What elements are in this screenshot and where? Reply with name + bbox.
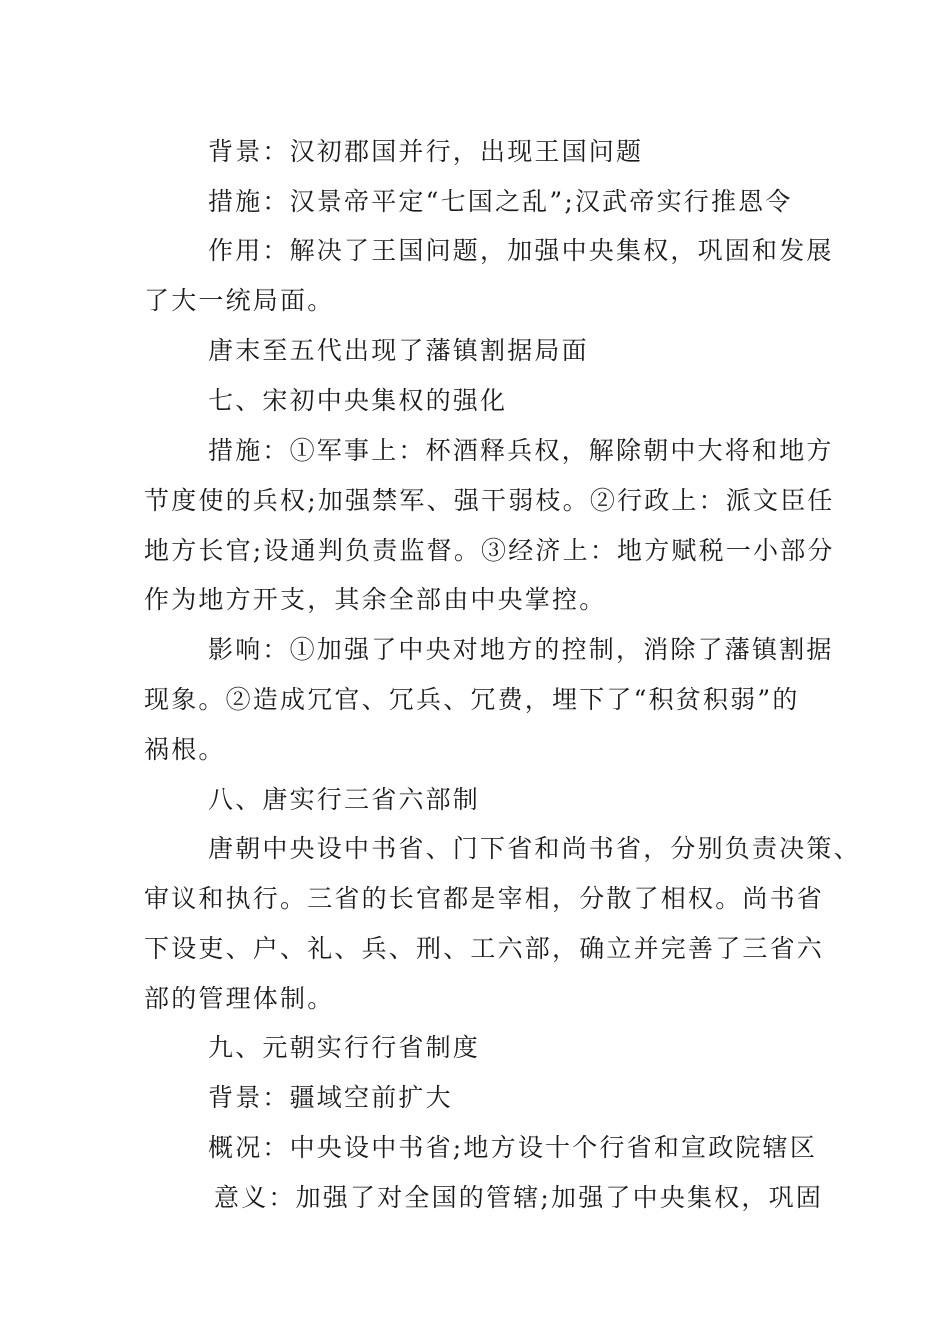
- text-line-tang-system-cont-2: 下设吏、户、礼、兵、刑、工六部，确立并完善了三省六: [144, 934, 825, 963]
- section-heading-yuan: 九、元朝实行行省制度: [208, 1033, 481, 1062]
- text-line-yuan-background: 背景：疆域空前扩大: [208, 1083, 453, 1112]
- text-line-han-effect-cont: 了大一统局面。: [144, 286, 335, 315]
- text-line-song-impact-cont-1: 现象。②造成冗官、冗兵、冗费，埋下了“积贫积弱”的: [144, 685, 800, 714]
- text-line-han-measures: 措施：汉景帝平定“七国之乱”;汉武帝实行推恩令: [208, 187, 793, 216]
- text-line-yuan-overview: 概况：中央设中书省;地方设十个行省和宣政院辖区: [208, 1133, 818, 1162]
- text-line-yuan-significance: 意义：加强了对全国的管辖;加强了中央集权，巩固: [214, 1183, 824, 1212]
- text-line-tang-fanzhen: 唐末至五代出现了藩镇割据局面: [208, 336, 589, 365]
- text-line-tang-system: 唐朝中央设中书省、门下省和尚书省，分别负责决策、: [208, 834, 861, 863]
- section-heading-song: 七、宋初中央集权的强化: [208, 386, 508, 415]
- text-line-song-measures-cont-3: 作为地方开支，其余全部由中央掌控。: [144, 585, 607, 614]
- text-line-han-background: 背景：汉初郡国并行，出现王国问题: [208, 137, 644, 166]
- text-line-song-measures-cont-2: 地方长官;设通判负责监督。③经济上：地方赋税一小部分: [144, 536, 835, 565]
- text-line-song-impact: 影响：①加强了中央对地方的控制，消除了藩镇割据: [208, 635, 834, 664]
- text-line-han-effect: 作用：解决了王国问题，加强中央集权，巩固和发展: [208, 236, 834, 265]
- text-line-song-measures-cont-1: 节度使的兵权;加强禁军、强干弱枝。②行政上：派文臣任: [144, 486, 835, 515]
- text-line-song-measures: 措施：①军事上：杯酒释兵权，解除朝中大将和地方: [208, 436, 834, 465]
- text-line-song-impact-cont-2: 祸根。: [144, 735, 226, 764]
- text-line-tang-system-cont-3: 部的管理体制。: [144, 984, 335, 1013]
- text-line-tang-system-cont-1: 审议和执行。三省的长官都是宰相，分散了相权。尚书省: [144, 884, 825, 913]
- section-heading-tang: 八、唐实行三省六部制: [208, 785, 481, 814]
